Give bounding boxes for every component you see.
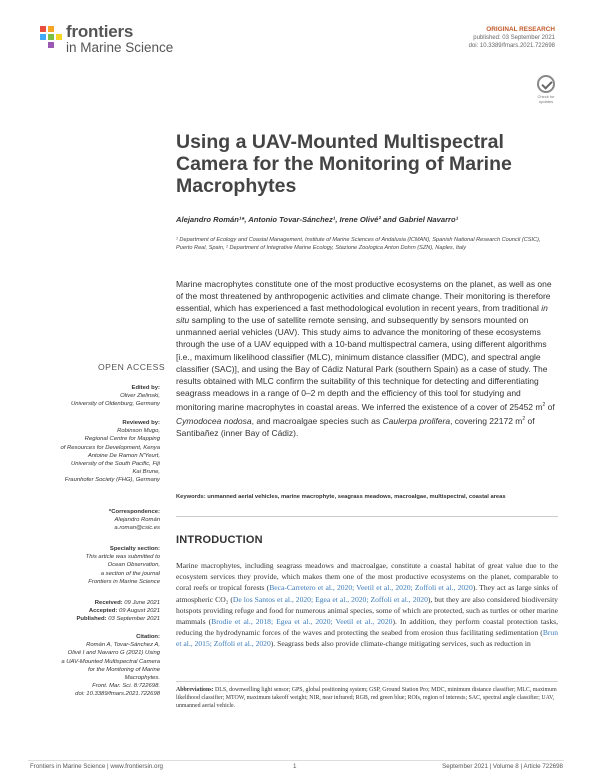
published-label: Published: [76,616,107,623]
section-heading: INTRODUCTION [176,534,263,546]
abstract-italic: in situ [176,303,548,326]
citation-link[interactable]: Beca-Carretero et al., 2020; Veetil et al., 2020; Zoffoli et al., 2020 [269,583,473,593]
journal-logo [38,22,238,62]
specialty-line: Ocean Observation, [107,562,160,569]
reviewed-by-heading: Reviewed by: [122,420,160,426]
reviewer-line: Regional Centre for Mapping [84,436,160,443]
superscript: 2 [522,415,526,422]
abstract-text: Marine macrophytes constitute one of the most productive ecosystems on the planet, as well as one of the most threatened by anthropogenic activities and climate change. Their monitoring is therefore essential, which has experienced a fast methodological evolution in recent years, from traditional [176,279,552,314]
editor-line: Oliver Zielinski, [120,393,160,400]
abstract-text: , and macroalgae species such as [251,415,383,426]
reviewer-line: of Resources for Development, Kenya [60,444,160,451]
specialty-line: a section of the journal [100,570,160,577]
citation-line: doi: 10.3389/fmars.2021.722698 [75,691,160,698]
check-label: Check for updates [537,94,555,104]
page-number: 1 [293,763,297,770]
check-for-updates[interactable] [535,75,557,104]
keywords: Keywords: unmanned aerial vehicles, marine macrophyte, seagrass meadows, macroalgae, multispectral, coastal areas [176,494,506,500]
abstract-text: , covering 22172 m [450,415,523,426]
article-title: Using a UAV-Mounted Multispectral Camera for the Monitoring of Marine Macrophytes [176,131,512,197]
reviewer-line: Antoine De Ramon N'Yeurt, [87,452,160,459]
journal-brand: frontiers [66,22,134,41]
citation-link[interactable]: Brodie et al., 2018; Egea et al., 2020; Veetil et al., 2020 [211,617,393,627]
accepted-date: 09 August 2021 [118,608,160,615]
footer-volume: September 2021 | Volume 8 | Article 722698 [442,763,563,770]
species-name: Cymodocea nodosa [176,415,252,426]
intro-text: ). In addition, they perform coastal protection tasks, reducing the hydrodynamic forces of the waves and protecting the seabed from erosion thus facilitating sedimentation ( [176,617,559,638]
affiliations: ¹ Department of Ecology and Coastal Management, Institute of Marine Sciences of Andalusia (ICMAN), Spanish National Research Council (CSIC), Puerto Real, Spain, ² Department of Integrative Marine Ecology, Stazione Zoologica Anton Dohrn (SZN), Naples, Italy [176,237,541,251]
divider [176,516,558,517]
dates [20,599,160,624]
journal-subtitle: in Marine Science [66,40,174,55]
intro-text: ), but they are also considered biodiversity hotspots providing refuge and food for numerous animal species, some of which are protected, such as turtles or other marine mammals ( [176,594,558,627]
footer-journal: Frontiers in Marine Science | www.frontiersin.org [30,763,163,770]
article-header-meta [469,26,555,50]
footer-divider [28,760,564,761]
citation-line: a UAV-Mounted Multispectral Camera [61,658,160,665]
correspondence-heading: *Correspondence: [108,509,160,515]
editor-line: University of Oldenburg, Germany [70,401,160,408]
received-date: 09 June 2021 [124,600,160,606]
published-date-side: 03 September 2021 [108,616,160,623]
reviewer-line: Fraunhofer Society (FHG), Germany [64,477,160,484]
citation-line: Román A, Tovar-Sánchez A, [86,642,160,649]
divider [176,681,558,682]
abbreviations [176,686,558,711]
introduction-text [176,560,558,650]
correspondence-email[interactable]: a.roman@csic.es [114,525,160,532]
citation-line: Macrophytes. [124,675,160,682]
abstract-text: of [545,401,555,412]
reviewer-line: Robinson Mugo, [117,428,160,435]
intro-text: Marine macrophytes, including seagrass meadows and macroalgae, constitute a coastal habitat of great value due to the ecosystem services they provide, which makes them one of the most productive ecosystems on the planet, comparable to coral reefs or tropical forests ( [176,561,558,593]
abstract-text: sampling to the use of satellite remote sensing, and subsequently by sensors mounted on unmanned aerial vehicles (UAV). This study aims to advance the monitoring of these ecosystems through the use of a UAV equipped with a 10-band multispectral camera, using different algorithms [i.e., maximum likelihood classifier (MLC), minimum distance classifier (MDC), and spectral angle classifier (SAC)], and using the Bay of Cádiz Natural Park (southern Spain) as a case of study. The results obtained with MLC confirm the suitability of this technique for detecting and differentiating seagrass meadows in a range of 0–2 m depth and the efficiency of this tool for studying and monitoring marine macrophytes in coastal areas. We inferred the existence of a cover of 25452 m [176,315,548,412]
reviewer-line: Kai Brune, [132,469,160,476]
correspondence-name: Alejandro Román [114,517,160,524]
specialty-line: Frontiers in Marine Science [88,578,160,585]
published-date: published: 03 September 2021 [473,35,555,41]
open-access-label: OPEN ACCESS [98,362,166,372]
citation-link[interactable]: De los Santos et al., 2020; Egea et al., 2020; Zoffoli et al., 2020 [232,594,428,604]
superscript: 2 [542,401,546,408]
specialty-line: This article was submitted to [85,554,160,561]
citation-heading: Citation: [136,634,160,640]
citation-line: Front. Mar. Sci. 8:722698. [92,683,160,690]
species-name: Caulerpa prolifera [382,415,451,426]
intro-text: ). Seagrass beds also provide climate-change mitigating services, such as reduction in [270,639,531,649]
specialty-section [20,545,160,586]
edited-by-heading: Edited by: [131,385,160,391]
abbreviations-text: DLS, downwelling light sensor; GPS, global positioning system; GSP, Ground Station Pro; MDC, minimum distance classifier; MLC, maximum likelihood classifier; MTOW, maximum takeoff weight; NIR, near infrared; RGB, red green blue; ROIs, region of interests; SAC, spectral angle classifier; UAV, unmanned aerial vehicle. [176,687,557,710]
reviewer-line: University of the South Pacific, Fiji [70,461,160,468]
doi-link[interactable]: doi: 10.3389/fmars.2021.722698 [468,43,555,49]
correspondence [20,508,160,533]
intro-text: ). They act as large sinks of atmospheric CO₂ ( [176,583,558,604]
check-icon [537,75,555,93]
frontiers-logo-icon [38,24,64,50]
article-type: ORIGINAL RESEARCH [486,26,555,33]
abstract-text: of Santibañez (inner Bay of Cádiz). [176,415,535,438]
citation-line: Olivé I and Navarro G (2021) Using [67,650,160,657]
author-list: Alejandro Román¹*, Antonio Tovar-Sánchez¹, Irene Olivé² and Gabriel Navarro¹ [176,215,459,224]
received-label: Received: [94,600,123,606]
citation [20,633,160,699]
abstract [176,278,558,439]
accepted-label: Accepted: [88,608,118,615]
edited-by [20,384,160,409]
reviewed-by [20,419,160,485]
citation-line: for the Monitoring of Marine [87,666,160,673]
citation-link[interactable]: Brun et al., 2015; Zoffoli et al., 2020 [176,628,558,649]
abbreviations-label: Abbreviations: [176,687,214,693]
specialty-heading: Specialty section: [109,546,160,552]
